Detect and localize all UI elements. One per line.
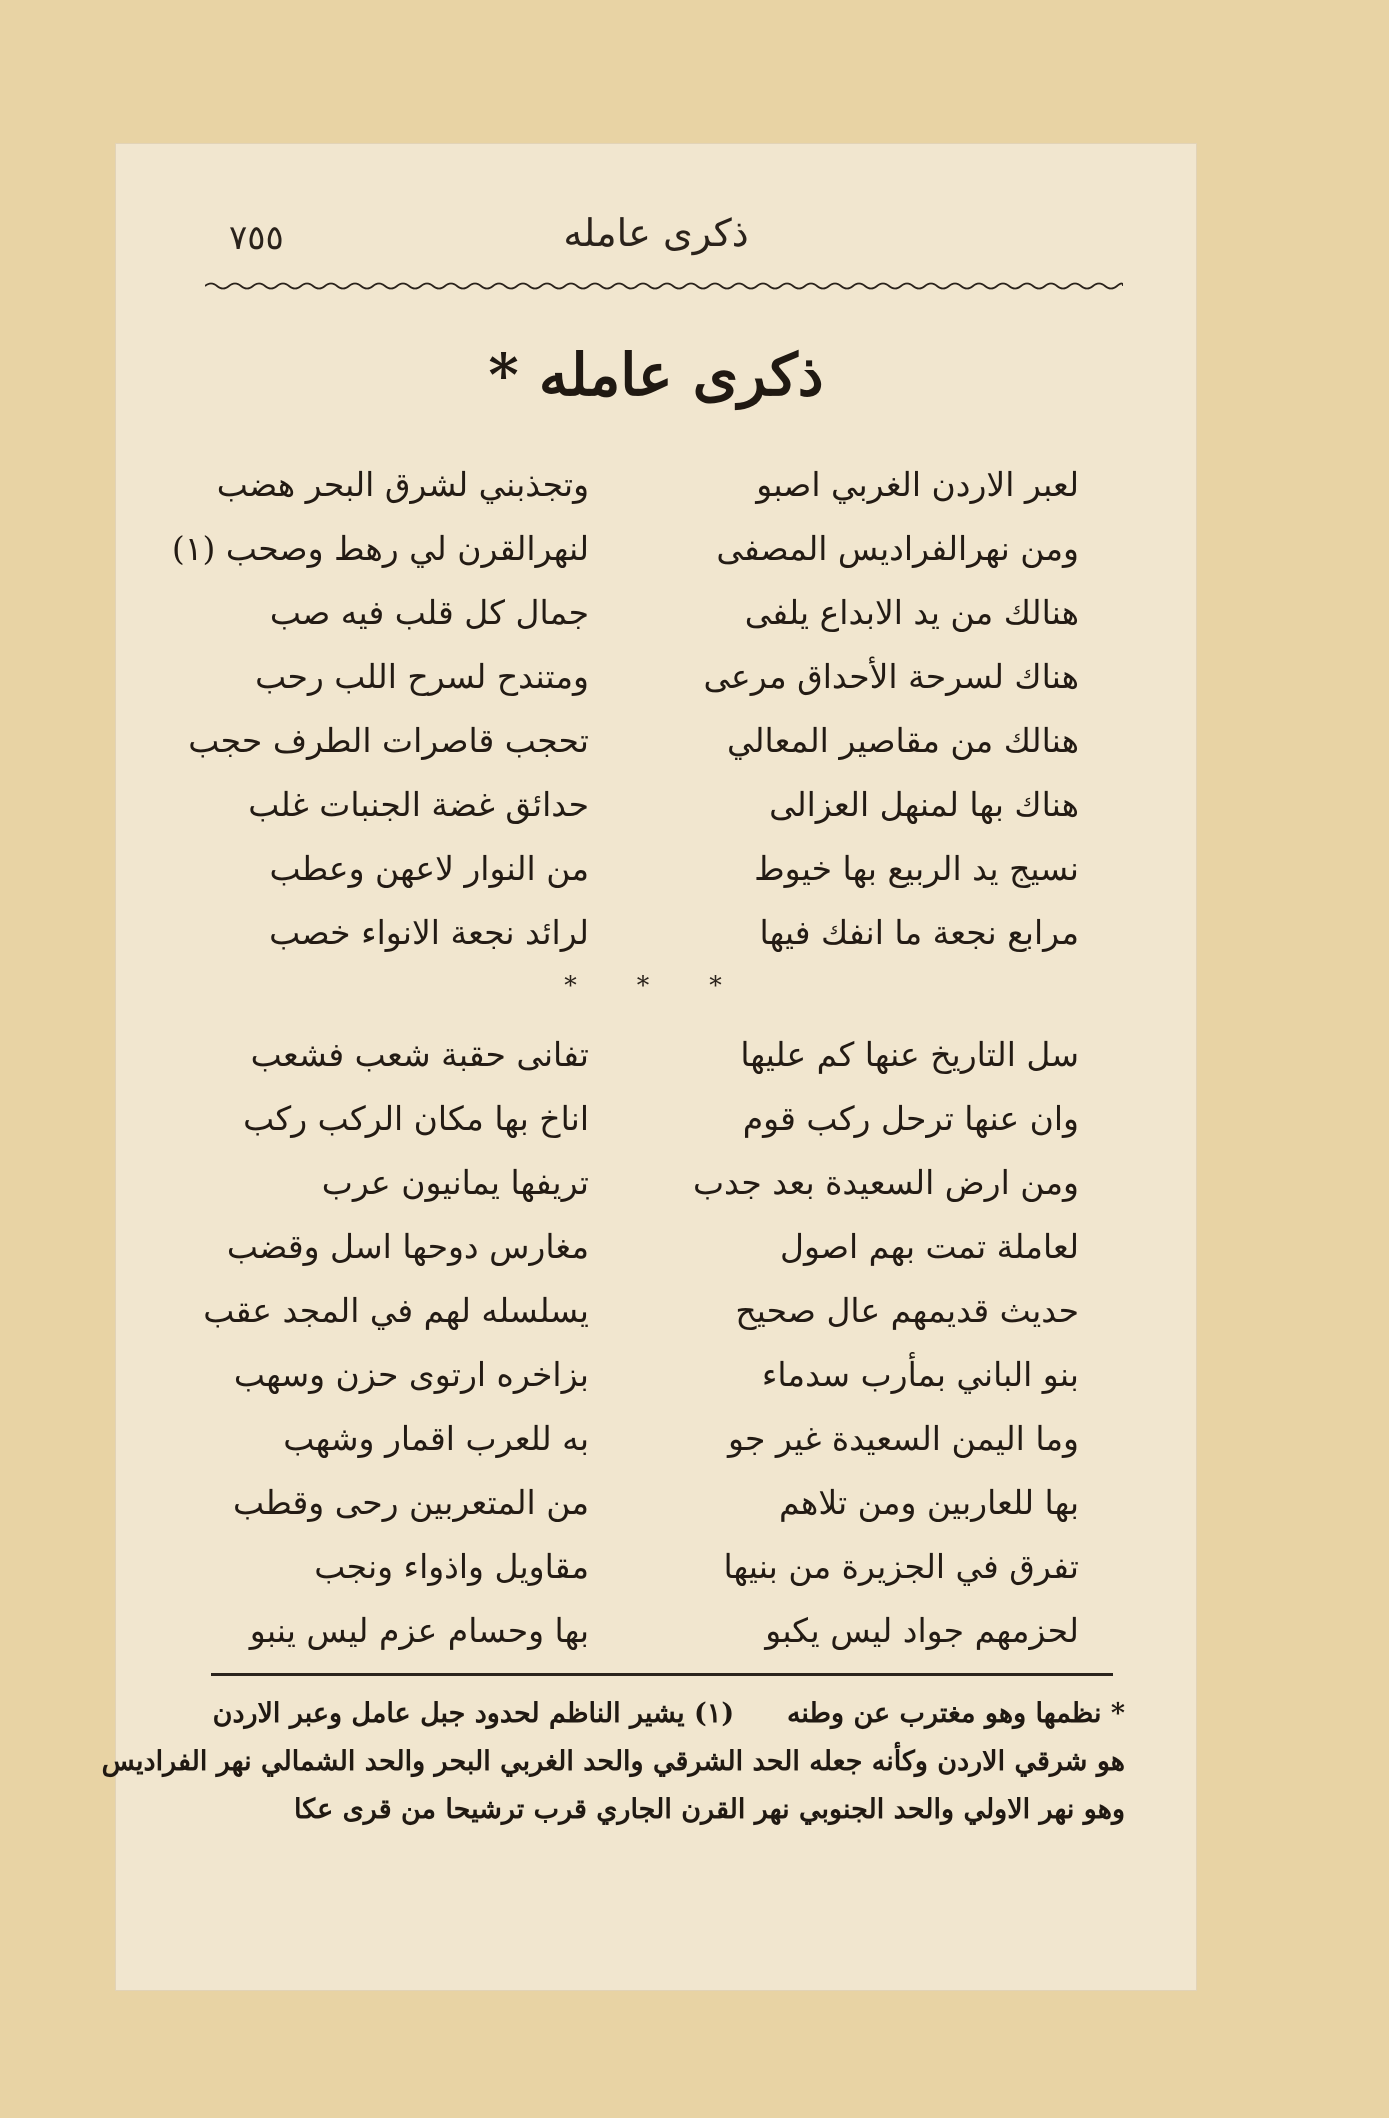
left-hemistich: به للعرب اقمار وشهب: [283, 1419, 589, 1458]
verse-row: [115, 1408, 1197, 1470]
footnote-line: [207, 1698, 1125, 1729]
right-hemistich: بها للعاربين ومن تلاهم: [778, 1483, 1079, 1522]
right-hemistich: لعبر الاردن الغربي اصبو: [756, 465, 1079, 504]
book-page: [101, 143, 1197, 1991]
verse-row: [115, 582, 1197, 644]
left-hemistich: مقاويل واذواء ونجب: [314, 1547, 589, 1586]
verse-row: [115, 774, 1197, 836]
verse-row: [115, 1344, 1197, 1406]
verse-row: [115, 518, 1197, 580]
right-hemistich: وان عنها ترحل ركب قوم: [742, 1099, 1079, 1138]
footnote-star-text: * نظمها وهو مغترب عن وطنه: [786, 1698, 1125, 1729]
right-hemistich: هنالك من مقاصير المعالي: [727, 721, 1079, 760]
left-hemistich: من المتعربين رحى وقطب: [233, 1483, 589, 1522]
left-hemistich: من النوار لاعهن وعطب: [269, 849, 589, 888]
right-hemistich: هناك لسرحة الأحداق مرعى: [703, 657, 1079, 696]
footnote-number-text: (١) يشير الناظم لحدود جبل عامل وعبر الاردن: [212, 1698, 735, 1729]
verse-row: [115, 838, 1197, 900]
right-hemistich: بنو الباني بمأرب سدماء: [761, 1355, 1079, 1394]
page-number: ٧٥٥: [229, 218, 284, 258]
right-hemistich: وما اليمن السعيدة غير جو: [727, 1419, 1079, 1458]
footnote-line: هو شرقي الاردن وكأنه جعله الحد الشرقي والحد الغربي البحر والحد الشمالي نهر الفراديس: [101, 1746, 1125, 1777]
left-hemistich: تحجب قاصرات الطرف حجب: [188, 721, 589, 760]
footnote-rule: [211, 1673, 1113, 1676]
right-hemistich: ومن ارض السعيدة بعد جدب: [692, 1163, 1079, 1202]
left-hemistich: تفانى حقبة شعب فشعب: [250, 1035, 589, 1074]
footnote-line: وهو نهر الاولي والحد الجنوبي نهر القرن الجاري قرب ترشيحا من قرى عكا: [294, 1794, 1125, 1825]
left-hemistich: بها وحسام عزم ليس ينبو: [249, 1611, 589, 1650]
right-hemistich: تفرق في الجزيرة من بنيها: [723, 1547, 1079, 1586]
right-hemistich: لعاملة تمت بهم اصول: [779, 1227, 1079, 1266]
left-hemistich: يسلسله لهم في المجد عقب: [203, 1291, 589, 1330]
left-hemistich: بزاخره ارتوى حزن وسهب: [233, 1355, 589, 1394]
right-hemistich: لحزمهم جواد ليس يكبو: [765, 1611, 1079, 1650]
verse-row: [115, 710, 1197, 772]
verse-row: [115, 1280, 1197, 1342]
left-hemistich: تريفها يمانيون عرب: [321, 1163, 589, 1202]
right-hemistich: نسيج يد الربيع بها خيوط: [754, 849, 1079, 888]
wavy-line: [205, 284, 1123, 289]
left-hemistich: لرائد نجعة الانواء خصب: [269, 913, 589, 952]
left-hemistich: حدائق غضة الجنبات غلب: [248, 785, 589, 824]
running-head: ذكرى عامله: [563, 211, 749, 255]
verse-row: [115, 1600, 1197, 1662]
right-hemistich: هنالك من يد الابداع يلفى: [744, 593, 1079, 632]
verse-row: [115, 454, 1197, 516]
verse-row: [115, 1472, 1197, 1534]
left-hemistich: لنهرالقرن لي رهط وصحب (١): [171, 529, 589, 568]
verse-row: [115, 1152, 1197, 1214]
left-hemistich: ومتندح لسرح اللب رحب: [255, 657, 589, 696]
right-hemistich: هناك بها لمنهل العزالى: [769, 785, 1079, 824]
left-hemistich: مغارس دوحها اسل وقضب: [226, 1227, 589, 1266]
right-hemistich: ومن نهرالفراديس المصفى: [716, 529, 1079, 568]
verse-row: [115, 1088, 1197, 1150]
verse-row: [115, 646, 1197, 708]
stanza-divider: * * *: [564, 971, 748, 1000]
right-hemistich: حديث قديمهم عال صحيح: [735, 1291, 1079, 1330]
verse-row: [115, 1024, 1197, 1086]
left-hemistich: وتجذبني لشرق البحر هضب: [216, 465, 589, 504]
left-hemistich: جمال كل قلب فيه صب: [269, 593, 589, 632]
verse-row: [115, 902, 1197, 964]
right-hemistich: مرابع نجعة ما انفك فيها: [759, 913, 1079, 952]
poem-title: ذكرى عامله *: [488, 341, 824, 409]
page-header: [115, 143, 1197, 293]
left-hemistich: اناخ بها مكان الركب ركب: [243, 1099, 589, 1138]
verse-row: [115, 1536, 1197, 1598]
verse-row: [115, 1216, 1197, 1278]
wavy-header-rule: [205, 281, 1123, 291]
right-hemistich: سل التاريخ عنها كم عليها: [740, 1035, 1079, 1074]
